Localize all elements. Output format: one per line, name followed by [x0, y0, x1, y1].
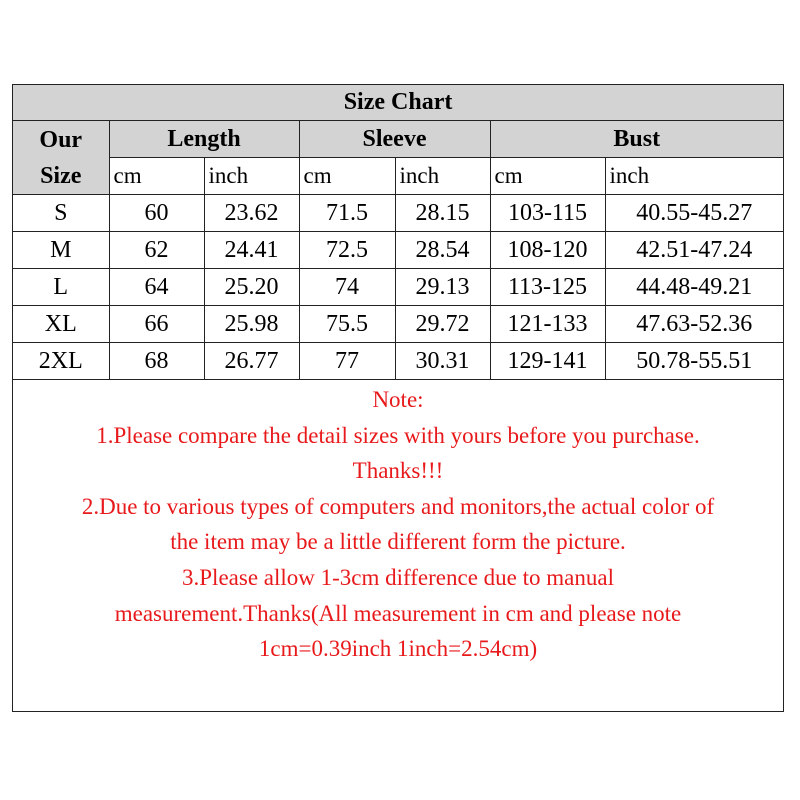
length-inch-cell: 25.20 [204, 269, 299, 306]
bust-inch-cell: 47.63-52.36 [605, 306, 783, 343]
our-size-line2: Size [40, 162, 82, 189]
sleeve-header: Sleeve [299, 121, 490, 158]
bust-cm-cell: 113-125 [490, 269, 605, 306]
length-inch-cell: 23.62 [204, 195, 299, 232]
unit-length-inch: inch [204, 158, 299, 195]
table-row [13, 232, 783, 269]
note-line: Thanks!!! [352, 458, 444, 484]
length-inch-cell: 26.77 [204, 343, 299, 380]
length-cm-cell: 64 [109, 269, 204, 306]
table-row [13, 195, 783, 232]
bust-cm-cell: 129-141 [490, 343, 605, 380]
length-cm-cell: 68 [109, 343, 204, 380]
size-cell: XL [13, 306, 109, 343]
table-row [13, 269, 783, 306]
sleeve-inch-cell: 28.54 [395, 232, 490, 269]
size-cell: M [13, 232, 109, 269]
length-cm-cell: 60 [109, 195, 204, 232]
sleeve-inch-cell: 29.72 [395, 306, 490, 343]
bust-cm-cell: 108-120 [490, 232, 605, 269]
sleeve-inch-cell: 28.15 [395, 195, 490, 232]
unit-sleeve-inch: inch [395, 158, 490, 195]
length-header: Length [109, 121, 299, 158]
note-line: 1cm=0.39inch 1inch=2.54cm) [258, 636, 538, 662]
note-line: 2.Due to various types of computers and monitors,the actual color of [81, 493, 715, 519]
group-header-row [13, 121, 783, 158]
bust-inch-cell: 40.55-45.27 [605, 195, 783, 232]
notes-section [13, 382, 783, 667]
bust-inch-cell: 50.78-55.51 [605, 343, 783, 380]
unit-header-row [13, 158, 783, 195]
note-line: 3.Please allow 1-3cm difference due to manual [182, 564, 614, 590]
size-cell: S [13, 195, 109, 232]
table-row [13, 343, 783, 380]
bust-cm-cell: 121-133 [490, 306, 605, 343]
title-row [13, 85, 783, 121]
sleeve-cm-cell: 71.5 [299, 195, 395, 232]
size-table [13, 85, 783, 380]
length-cm-cell: 62 [109, 232, 204, 269]
our-size-header [13, 121, 109, 195]
length-cm-cell: 66 [109, 306, 204, 343]
unit-sleeve-cm: cm [299, 158, 395, 195]
table-row [13, 306, 783, 343]
sleeve-cm-cell: 72.5 [299, 232, 395, 269]
sleeve-cm-cell: 75.5 [299, 306, 395, 343]
size-cell: L [13, 269, 109, 306]
sleeve-cm-cell: 74 [299, 269, 395, 306]
length-inch-cell: 24.41 [204, 232, 299, 269]
sleeve-inch-cell: 30.31 [395, 343, 490, 380]
sleeve-cm-cell: 77 [299, 343, 395, 380]
bust-inch-cell: 44.48-49.21 [605, 269, 783, 306]
note-line: 1.Please compare the detail sizes with yours before you purchase. [96, 422, 700, 448]
bust-header: Bust [490, 121, 783, 158]
unit-bust-cm: cm [490, 158, 605, 195]
unit-length-cm: cm [109, 158, 204, 195]
length-inch-cell: 25.98 [204, 306, 299, 343]
size-chart-sheet [12, 84, 784, 712]
table-title: Size Chart [13, 85, 783, 121]
note-line: measurement.Thanks(All measurement in cm and please note [114, 600, 682, 626]
note-heading: Note: [372, 387, 424, 412]
note-line: the item may be a little different form the picture. [170, 529, 626, 555]
size-cell: 2XL [13, 343, 109, 380]
our-size-line1: Our [39, 126, 83, 153]
unit-bust-inch: inch [605, 158, 783, 195]
sleeve-inch-cell: 29.13 [395, 269, 490, 306]
bust-inch-cell: 42.51-47.24 [605, 232, 783, 269]
bust-cm-cell: 103-115 [490, 195, 605, 232]
